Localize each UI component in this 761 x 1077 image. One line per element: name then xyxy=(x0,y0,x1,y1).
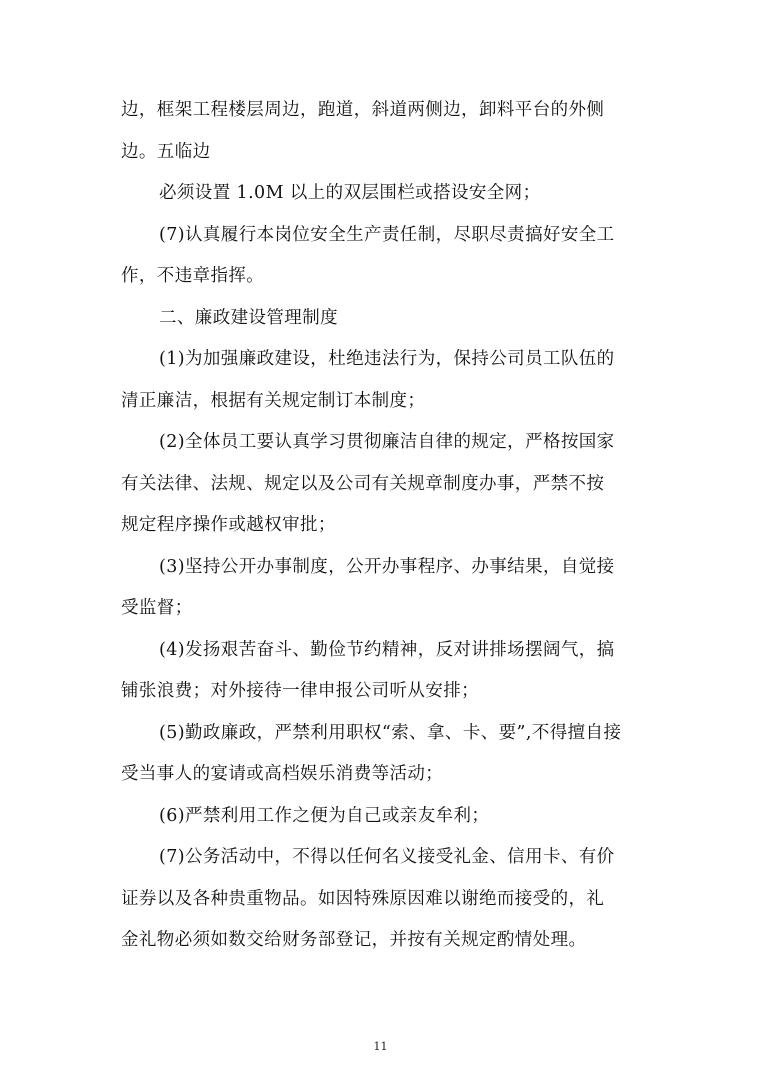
page-number: 11 xyxy=(373,1040,388,1053)
text-line: (7)公务活动中，不得以任何名义接受礼金、信用卡、有价 xyxy=(159,847,615,867)
text-line: 受监督； xyxy=(121,598,193,618)
text-line: 清正廉洁，根据有关规定制订本制度； xyxy=(121,390,426,411)
text-line: (2)全体员工要认真学习贯彻廉洁自律的规定，严格按国家 xyxy=(159,432,615,452)
text-line: 金礼物必须如数交给财务部登记，并按有关规定酌情处理。 xyxy=(121,930,587,950)
text-line: 二、廉政建设管理制度 xyxy=(159,307,338,328)
text-line: (6)严禁利用工作之便为自己或亲友牟利； xyxy=(159,805,490,826)
text-line: 有关法律、法规、规定以及公司有关规章制度办事，严禁不按 xyxy=(121,473,605,494)
text-line: 证券以及各种贵重物品。如因特殊原因难以谢绝而接受的，礼 xyxy=(121,888,605,909)
text-line: (3)坚持公开办事制度，公开办事程序、办事结果，自觉接 xyxy=(159,556,615,577)
text-line: 边，框架工程楼层周边，跑道，斜道两侧边，卸料平台的外侧 xyxy=(121,100,605,120)
text-line: (4)发扬艰苦奋斗、勤俭节约精神，反对讲排场摆阔气，搞 xyxy=(159,639,615,660)
text-line: 铺张浪费；对外接待一律申报公司听从安排； xyxy=(121,681,479,701)
text-line: (5)勤政廉政，严禁利用职权“索、拿、卡、要”,不得擅自接 xyxy=(159,722,622,743)
text-line: 作，不违章指挥。 xyxy=(121,266,265,286)
text-line: 边。五临边 xyxy=(121,141,211,162)
text-line: 规定程序操作或越权审批； xyxy=(121,515,336,535)
body-text xyxy=(121,90,641,962)
text-line: 受当事人的宴请或高档娱乐消费等活动； xyxy=(121,764,444,784)
text-line: 必须设置 1.0M 以上的双层围栏或搭设安全网； xyxy=(159,183,541,203)
text-line: (1)为加强廉政建设，杜绝违法行为，保持公司员工队伍的 xyxy=(159,349,615,369)
text-line: (7)认真履行本岗位安全生产责任制，尽职尽责搞好安全工 xyxy=(159,224,615,245)
